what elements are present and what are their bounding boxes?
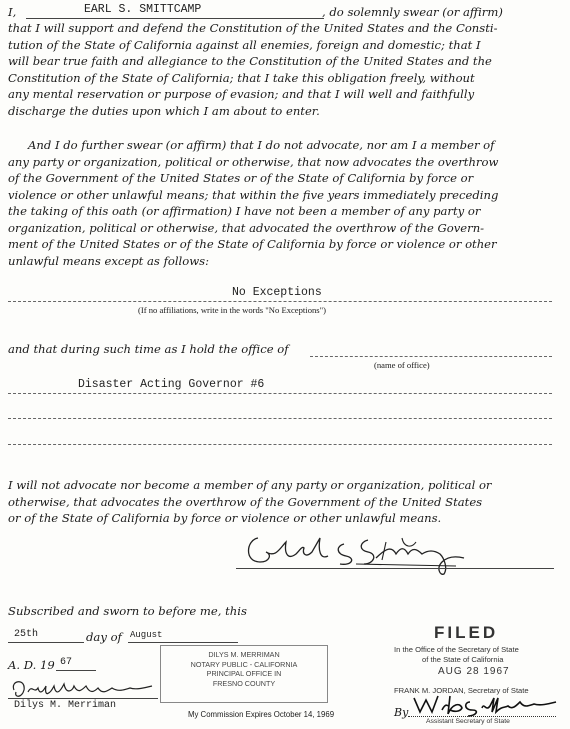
affiliations-line [8, 301, 552, 302]
oath-prefix: I, [8, 5, 17, 19]
notary-stamp-line: FRESNO COUNTY [212, 678, 276, 688]
year-value: 67 [60, 657, 73, 668]
month-value: August [130, 630, 163, 640]
month-line [128, 642, 238, 643]
office-value: Disaster Acting Governor #6 [78, 378, 265, 391]
oath-line-1: , do solemnly swear (or affirm) [322, 5, 503, 19]
further-line: of the Government of the United States or of the State of California by force or [8, 171, 474, 185]
filed-stamp-date: AUG 28 1967 [438, 666, 510, 677]
subscribed-text: Subscribed and sworn to before me, this [8, 604, 247, 618]
affiliations-value: No Exceptions [232, 286, 322, 299]
filed-stamp-line2: of the State of California [422, 655, 504, 664]
ad-label: A. D. 19 [8, 658, 55, 672]
office-line-3 [8, 418, 552, 419]
further-line: violence or other unlawful means; that within the five years immediately preceding [8, 187, 499, 202]
further-line: And I do further swear (or affirm) that I do not advocate, nor am I a member of [28, 138, 495, 152]
further-line: unlawful means except as follows: [8, 253, 210, 268]
oath-paragraph [8, 20, 554, 119]
oath-line: will bear true faith and allegiance to the Constitution of the United States and the [8, 54, 492, 68]
filed-stamp-line1: In the Office of the Secretary of State [394, 645, 519, 654]
day-line [8, 642, 84, 643]
office-line-2 [8, 393, 552, 394]
notary-signature-line [8, 698, 158, 699]
closing-line: or of the State of California by force or violence or other unlawful means. [8, 511, 442, 525]
further-paragraph [8, 137, 554, 269]
further-line: any party or organization, political or otherwise, that now advocates the overthrow [8, 154, 499, 169]
day-value: 25th [14, 629, 39, 640]
further-line: organization, political or otherwise, that advocated the overthrow of the Govern- [8, 220, 485, 235]
office-line-4 [8, 444, 552, 445]
filed-stamp-by-line [408, 716, 556, 717]
oath-line: discharge the duties upon which I am about to enter. [8, 103, 320, 118]
notary-stamp-line: DILYS M. MERRIMAN [208, 650, 280, 659]
filed-stamp-secretary: FRANK M. JORDAN, Secretary of State [394, 686, 529, 695]
office-line [310, 356, 552, 357]
filed-stamp-by: By [394, 706, 409, 719]
filed-stamp-deputy-title: Assistant Secretary of State [426, 718, 510, 725]
filed-stamp-title: FILED [434, 623, 499, 642]
office-lead: and that during such time as I hold the office of [8, 342, 289, 356]
notary-stamp-line: PRINCIPAL OFFICE IN [206, 669, 282, 678]
commission-text: My Commission Expires October 14, 1969 [188, 710, 335, 719]
name-line [26, 18, 324, 19]
deputy-signature [410, 692, 560, 718]
affiant-signature-line [236, 568, 554, 569]
closing-line: I will not advocate nor become a member of any party or organization, political or [8, 478, 492, 492]
affiliations-caption: (If no affiliations, write in the words "No Exceptions") [138, 305, 327, 315]
notary-stamp [160, 645, 328, 703]
oath-line: tution of the State of California against all enemies, foreign and domestic; that I [8, 37, 481, 52]
year-line [56, 670, 96, 671]
further-line: the taking of this oath (or affirmation) I have not been a member of any party or [8, 204, 481, 218]
notary-stamp-line: NOTARY PUBLIC - CALIFORNIA [190, 659, 298, 669]
further-line: ment of the United States or of the State of California by force or violence or other [8, 237, 497, 251]
affiant-signature [236, 528, 476, 578]
affiant-name: EARL S. SMITTCAMP [84, 3, 202, 16]
closing-line: otherwise, that advocates the overthrow of the Government of the United States [8, 494, 483, 509]
day-label: day of [86, 630, 122, 644]
office-caption: (name of office) [374, 360, 430, 370]
closing-paragraph [8, 477, 554, 527]
oath-line: any mental reservation or purpose of evasion; and that I will well and faithfully [8, 87, 475, 101]
notary-name-typed: Dilys M. Merriman [14, 700, 117, 711]
oath-line: that I will support and defend the Constitution of the United States and the Consti- [8, 21, 498, 35]
oath-line: Constitution of the State of California; that I take this obligation freely, without [8, 70, 475, 85]
